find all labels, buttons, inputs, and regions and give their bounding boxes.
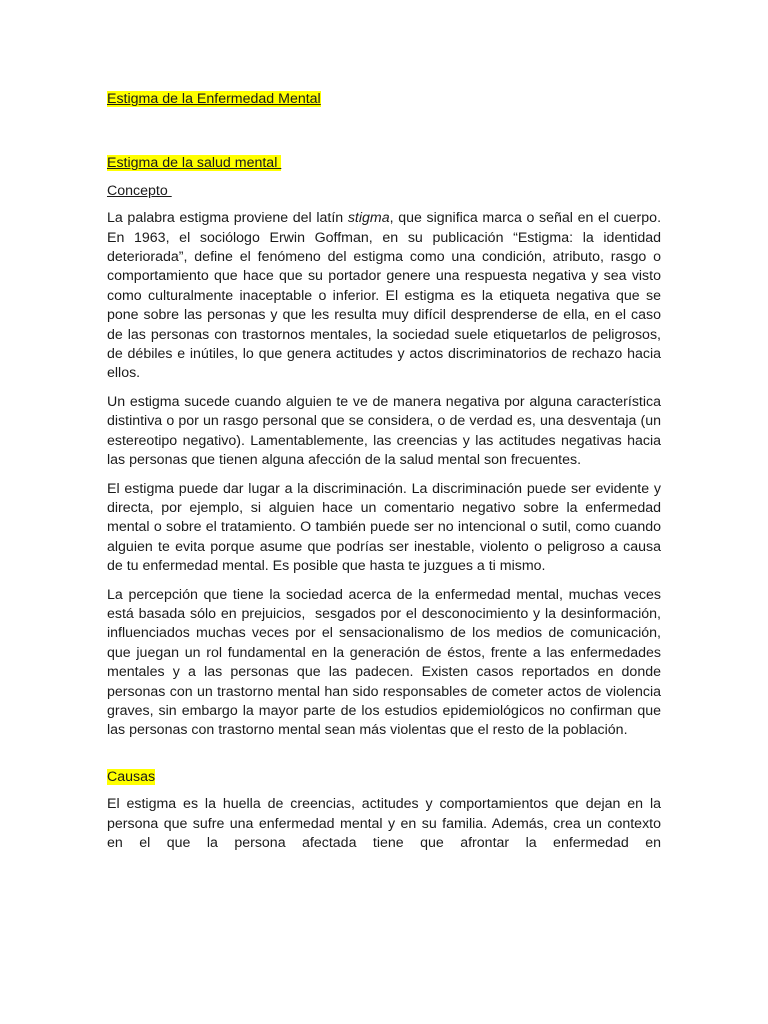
document-title-block bbox=[107, 90, 661, 109]
concept-heading-block bbox=[107, 182, 661, 201]
paragraph-1-end: , que significa marca o señal en el cuerpo. En 1963, el sociólogo Erwin Goffman, en su publicación “Estigma: la identidad deteriorada”, define el fenómeno del estigma como una condición, atributo, rasgo o comportamiento que hace que su portador genere una respuesta negativa y sea visto como culturalmente inaceptable o inferior. El estigma es la etiqueta negativa que se pone sobre las personas y que les resulta muy difícil desprenderse de ella, en el caso de las personas con trastornos mentales, la sociedad suele etiquetarlos de peligrosos, de débiles e inútiles, lo que genera actitudes y actos discriminatorios de rechazo hacia ellos. bbox=[107, 210, 662, 382]
paragraph-2: Un estigma sucede cuando alguien te ve de manera negativa por alguna característica distintiva o por un rasgo personal que se considera, o de verdad es, una desventaja (un estereotipo negativo). Lamentablemente, las creencias y las actitudes negativas hacia las personas que tienen alguna afección de la salud mental son frecuentes. bbox=[107, 393, 661, 469]
paragraph-1 bbox=[107, 209, 661, 384]
paragraph-1-emphasis: stigma bbox=[347, 210, 390, 227]
document-page bbox=[107, 90, 665, 862]
paragraph-4: La percepción que tiene la sociedad acerca de la enfermedad mental, muchas veces está basada sólo en prejuicios, sesgados por el desconocimiento y la desinformación, influenciados muchas veces por el sensacionalismo de los medios de comunicación, que juegan un rol fundamental en la generación de éstos, frente a las enfermedades mentales y a las personas que las padecen. Existen casos reportados en donde personas con un trastorno mental han sido responsables de cometer actos de violencia graves, sin embargo la mayor parte de los estudios epidemiológicos no confirman que las personas con trastorno mental sean más violentas que el resto de la población. bbox=[107, 586, 665, 739]
paragraph-5: El estigma es la huella de creencias, actitudes y comportamientos que dejan en la persona que sufre una enfermedad mental y en su familia. Además, crea un contexto en el que la persona afectada tiene que afrontar la enfermedad en bbox=[107, 796, 661, 851]
concept-heading: Concepto bbox=[107, 182, 172, 199]
causes-heading-block bbox=[107, 768, 661, 787]
paragraph-1-start: La palabra estigma proviene del latín bbox=[107, 210, 348, 227]
subtitle-block bbox=[107, 154, 661, 173]
causes-heading: Causas bbox=[107, 768, 156, 785]
section-title-salud-mental: Estigma de la salud mental bbox=[107, 155, 282, 172]
document-title: Estigma de la Enfermedad Mental bbox=[107, 91, 321, 107]
paragraph-3: El estigma puede dar lugar a la discriminación. La discriminación puede ser evidente y directa, por ejemplo, si alguien hace un comentario negativo sobre la enfermedad mental o sobre el tratamiento. O también puede ser no intencional o sutil, como cuando alguien te evita porque asume que podrías ser inestable, violento o peligroso a causa de tu enfermedad mental. Es posible que hasta te juzgues a ti mismo. bbox=[107, 480, 661, 575]
